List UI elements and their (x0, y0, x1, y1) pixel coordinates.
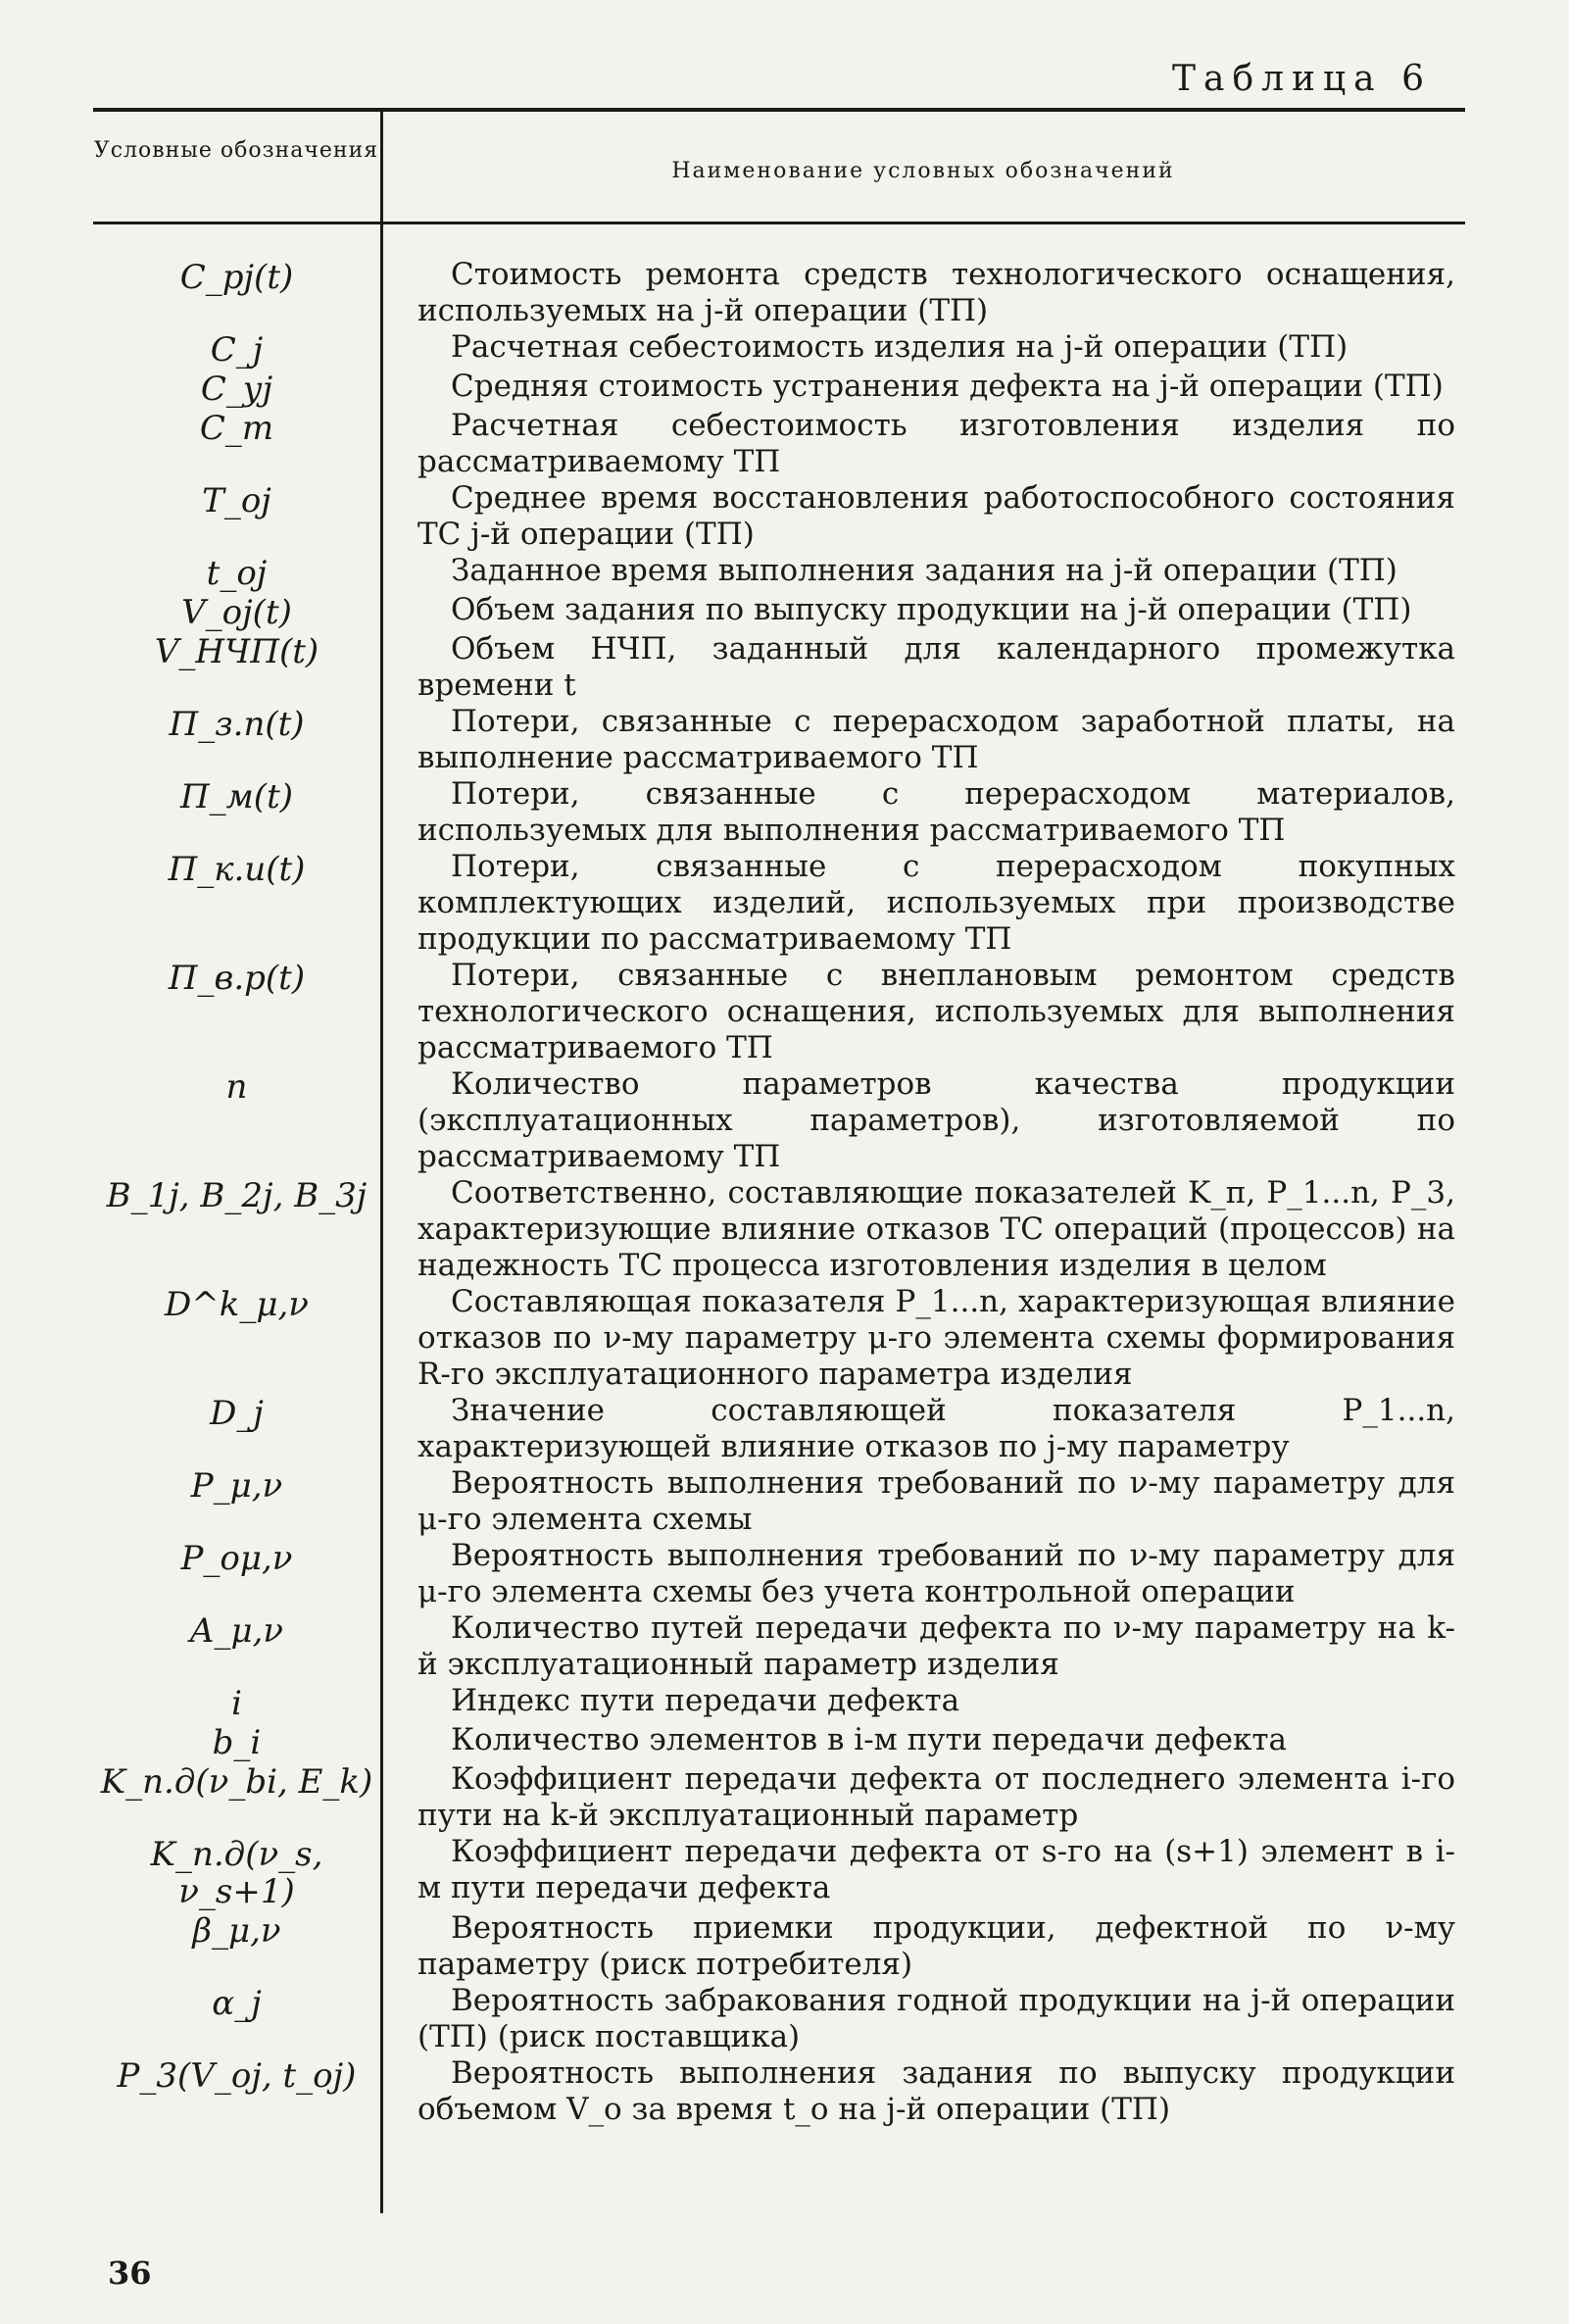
table-row (93, 1393, 1465, 1465)
description-cell: Среднее время восстановления работоспособного состояния ТС j-й операции (ТП) (417, 480, 1455, 552)
table-row (93, 480, 1465, 553)
table-row (93, 1465, 1465, 1538)
table-row (93, 1538, 1465, 1610)
symbol-cell: C_pj(t) (179, 258, 294, 297)
table-top-rule (93, 108, 1465, 112)
description-cell: Составляющая показателя P_1...n, характеризующая влияние отказов по ν-му параметру μ-го элемента схемы формирования R-го эксплуатационного параметра изделия (417, 1284, 1455, 1392)
symbol-cell: V_oj(t) (181, 593, 292, 632)
table-row (93, 1175, 1465, 1284)
table-row (93, 369, 1465, 408)
symbol-cell: П_в.р(t) (168, 959, 306, 998)
symbol-cell: П_к.и(t) (168, 850, 306, 889)
table-row (93, 958, 1465, 1066)
table-row (93, 704, 1465, 776)
table-row (93, 1066, 1465, 1175)
description-cell: Потери, связанные с внеплановым ремонтом средств технологического оснащения, используемых для выполнения рассматриваемого ТП (417, 958, 1455, 1065)
symbol-cell: P_oμ,ν (180, 1539, 293, 1578)
symbol-cell: n (225, 1067, 248, 1107)
symbol-cell: α_j (212, 1984, 262, 2023)
description-cell: Вероятность приемки продукции, дефектной по ν-му параметру (риск потребителя) (417, 1910, 1455, 1982)
table-body (93, 257, 1465, 2128)
table-row (93, 1722, 1465, 1761)
table-row (93, 592, 1465, 631)
symbol-cell: b_i (212, 1723, 262, 1762)
symbol-cell: D_j (210, 1394, 264, 1433)
table-row (93, 1284, 1465, 1393)
description-cell: Стоимость ремонта средств технологического оснащения, используемых на j-й операции (ТП) (417, 257, 1455, 328)
symbol-cell: K_п.д(ν_bi, E_k) (100, 1762, 373, 1802)
page-number: 36 (108, 2254, 152, 2292)
symbol-cell: β_μ,ν (192, 1911, 281, 1951)
description-cell: Значение составляющей показателя P_1...n, характеризующей влияние отказов по j-му параметру (417, 1393, 1455, 1464)
symbol-cell: P_μ,ν (190, 1466, 283, 1506)
table-row (93, 631, 1465, 704)
description-cell: Коэффициент передачи дефекта от последнего элемента i-го пути на k-й эксплуатационный параметр (417, 1761, 1455, 1833)
description-cell: Вероятность забракования годной продукции на j-й операции (ТП) (риск поставщика) (417, 1983, 1455, 2054)
description-cell: Потери, связанные с перерасходом материалов, используемых для выполнения рассматриваемого ТП (417, 776, 1455, 848)
symbol-cell: V_НЧП(t) (154, 632, 319, 671)
table-row (93, 849, 1465, 958)
table-row (93, 1610, 1465, 1683)
description-cell: Заданное время выполнения задания на j-й операции (ТП) (451, 553, 1397, 588)
table-row (93, 776, 1465, 849)
table-row (93, 1910, 1465, 1983)
symbol-cell: T_oj (202, 481, 271, 520)
table-row (93, 1683, 1465, 1722)
symbol-cell: t_oj (206, 554, 268, 593)
symbol-cell: П_з.п(t) (169, 705, 305, 744)
column-header-symbols: Условные обозначения (93, 138, 379, 163)
table-row (93, 1834, 1465, 1910)
description-cell: Количество элементов в i-м пути передачи дефекта (451, 1722, 1288, 1757)
table-row (93, 1761, 1465, 1834)
symbol-cell: D^k_μ,ν (165, 1285, 309, 1324)
symbol-cell: P_3(V_oj, t_oj) (117, 2056, 357, 2096)
table-row (93, 1983, 1465, 2055)
description-cell: Количество путей передачи дефекта по ν-му параметру на k-й эксплуатационный параметр изделия (417, 1610, 1455, 1682)
symbol-cell: i (231, 1684, 242, 1723)
table-row (93, 257, 1465, 329)
description-cell: Коэффициент передачи дефекта от s-го на (s+1) элемент в i-м пути передачи дефекта (417, 1834, 1455, 1905)
table-header-rule (93, 222, 1465, 224)
symbol-cell: A_μ,ν (189, 1611, 284, 1651)
description-cell: Потери, связанные с перерасходом покупных комплектующих изделий, используемых при производстве продукции по рассматриваемому ТП (417, 849, 1455, 957)
table-caption: Таблица 6 (1172, 59, 1432, 99)
description-cell: Объем НЧП, заданный для календарного промежутка времени t (417, 631, 1455, 703)
table-row (93, 553, 1465, 592)
table-row (93, 2055, 1465, 2128)
description-cell: Потери, связанные с перерасходом заработной платы, на выполнение рассматриваемого ТП (417, 704, 1455, 775)
description-cell: Соответственно, составляющие показателей K_п, P_1...n, P_3, характеризующие влияние отказов ТС операций (процессов) на надежность ТС процесса изготовления изделия в целом (417, 1175, 1455, 1283)
symbol-cell: K_п.д(ν_s, ν_s+1) (150, 1835, 323, 1911)
symbol-cell: C_уj (200, 370, 273, 409)
description-cell: Расчетная себестоимость изделия на j-й операции (ТП) (451, 329, 1348, 365)
description-cell: Объем задания по выпуску продукции на j-й операции (ТП) (451, 592, 1412, 627)
description-cell: Средняя стоимость устранения дефекта на j-й операции (ТП) (451, 369, 1444, 404)
description-cell: Вероятность выполнения задания по выпуску продукции объемом V_o за время t_o на j-й операции (ТП) (417, 2055, 1455, 2127)
symbol-cell: C_j (210, 330, 264, 370)
description-cell: Индекс пути передачи дефекта (451, 1683, 960, 1718)
table-row (93, 408, 1465, 480)
column-header-names: Наименование условных обозначений (671, 159, 1175, 183)
symbol-cell: П_м(t) (179, 777, 294, 816)
symbol-cell: B_1j, B_2j, B_3j (106, 1176, 368, 1215)
description-cell: Расчетная себестоимость изготовления изделия по рассматриваемому ТП (417, 408, 1455, 479)
table-row (93, 329, 1465, 369)
symbol-cell: C_m (199, 409, 274, 448)
description-cell: Количество параметров качества продукции (эксплуатационных параметров), изготовляемой по рассматриваемому ТП (417, 1066, 1455, 1174)
description-cell: Вероятность выполнения требований по ν-му параметру для μ-го элемента схемы (417, 1465, 1455, 1537)
description-cell: Вероятность выполнения требований по ν-му параметру для μ-го элемента схемы без учета контрольной операции (417, 1538, 1455, 1609)
